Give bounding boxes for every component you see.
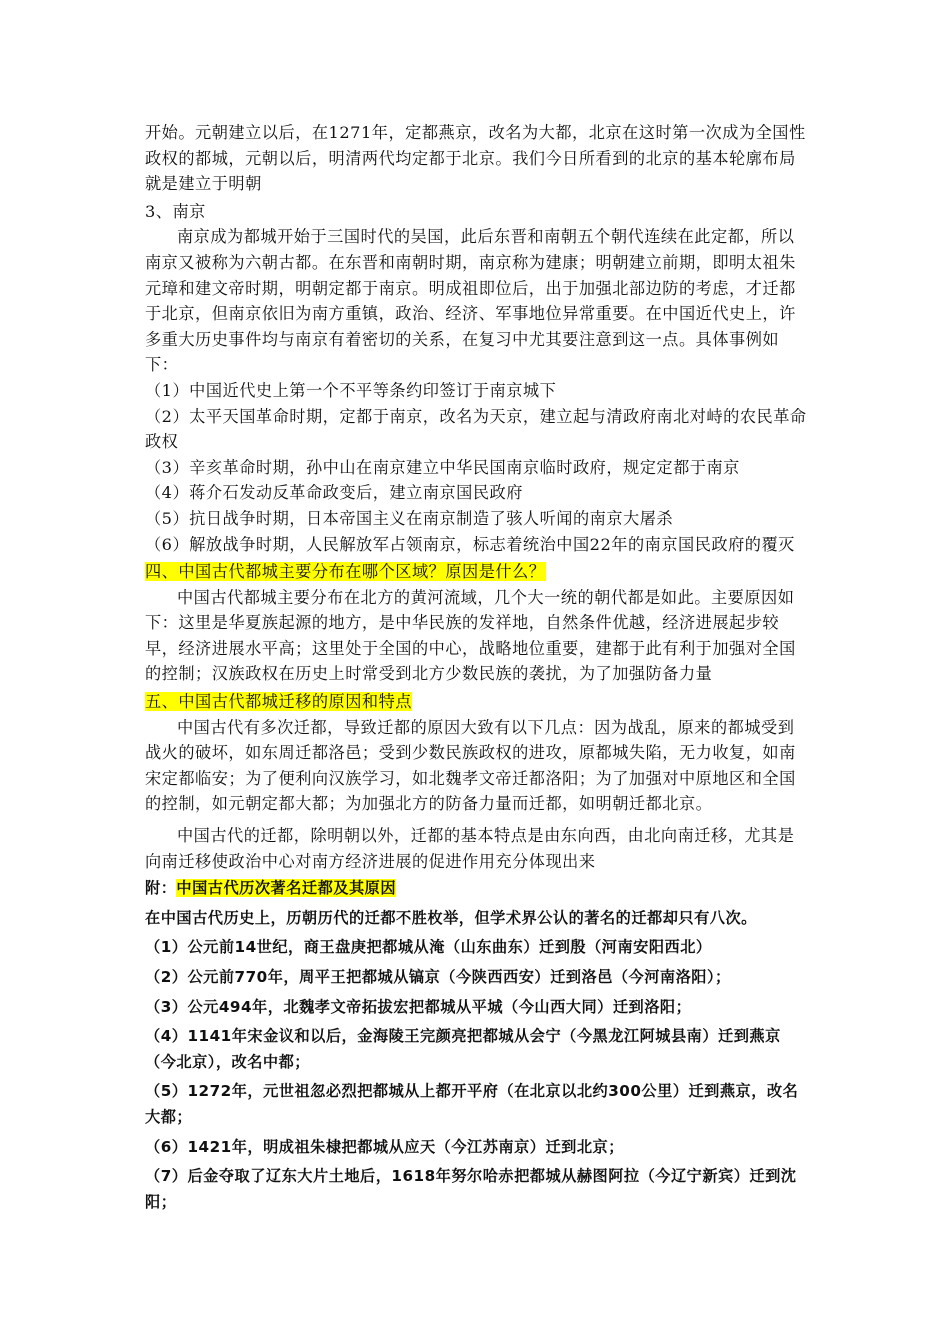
list-item: （2）公元前770年，周平王把都城从镐京（今陕西西安）迁到洛邑（今河南洛阳）；	[145, 968, 731, 986]
list-item: （2）太平天国革命时期，定都于南京，改名为天京，建立起与清政府南北对峙的农民革命政权	[145, 406, 807, 452]
appendix-heading	[145, 876, 810, 902]
appendix-prefix: 附：	[145, 879, 177, 898]
section-four-title: 四、中国古代都城主要分布在哪个区域？原因是什么？	[145, 562, 546, 582]
document-body	[145, 120, 810, 1219]
nanjing-paragraph: 南京成为都城开始于三国时代的吴国，此后东晋和南朝五个朝代连续在此定都，所以南京又被称为六朝古都。在东晋和南朝时期，南京称为建康；明朝建立前期，即明太祖朱元璋和建文帝时期，明朝定都于南京。明成祖即位后，出于加强北部边防的考虑，才迁都于北京，但南京依旧为南方重镇，政治、经济、军事地位异常重要。在中国近代史上，许多重大历史事件均与南京有着密切的关系，在复习中尤其要注意到这一点。具体事例如下：	[145, 227, 796, 375]
section-four-heading	[145, 559, 810, 585]
appendix-intro: 在中国古代历史上，历朝历代的迁都不胜枚举，但学术界公认的著名的迁都却只有八次。	[145, 908, 757, 927]
list-item: （1）公元前14世纪，商王盘庚把都城从淹（山东曲东）迁到殷（河南安阳西北）	[145, 938, 712, 957]
list-item: （3）辛亥革命时期，孙中山在南京建立中华民国南京临时政府，规定定都于南京	[145, 457, 740, 477]
list-item: （5）抗日战争时期，日本帝国主义在南京制造了骇人听闻的南京大屠杀	[145, 508, 674, 528]
list-item: （3）公元494年，北魏孝文帝拓拔宏把都城从平城（今山西大同）迁到洛阳；	[145, 997, 692, 1016]
list-item: （1）中国近代史上第一个不平等条约印签订于南京城下	[145, 380, 557, 400]
list-item: （7）后金夺取了辽东大片土地后，1618年努尔哈赤把都城从赫图阿拉（今辽宁新宾）迁到沈阳；	[145, 1167, 797, 1211]
beijing-paragraph-end: 开始。元朝建立以后，在1271年，定都燕京，改名为大都，北京在这时第一次成为全国性政权的都城，元朝以后，明清两代均定都于北京。我们今日所看到的北京的基本轮廓布局就是建立于明朝	[145, 123, 806, 194]
nanjing-event-list	[145, 378, 810, 557]
appendix-title: 中国古代历次著名迁都及其原因	[176, 879, 396, 898]
section-five-heading	[145, 689, 810, 715]
section-five-paragraph-2: 中国古代的迁都，除明朝以外，迁都的基本特点是由东向西，由北向南迁移，尤其是向南迁移使政治中心对南方经济进展的促进作用充分体现出来	[145, 826, 795, 871]
section-five-title: 五、中国古代都城迁移的原因和特点	[145, 692, 412, 712]
list-item: （4）1141年宋金议和以后，金海陵王完颜亮把都城从会宁（今黑龙江阿城县南）迁到燕京（今北京），改名中都；	[145, 1027, 781, 1071]
section-five-paragraph-1: 中国古代有多次迁都，导致迁都的原因大致有以下几点：因为战乱，原来的都城受到战火的破坏，如东周迁都洛邑；受到少数民族政权的进攻，原都城失陷，无力收复，如南宋定都临安；为了便利向汉族学习，如北魏孝文帝迁都洛阳；为了加强对中原地区和全国的控制，如元朝定都大都；为加强北方的防备力量而迁都，如明朝迁都北京。	[145, 717, 796, 814]
list-item: （6）解放战争时期，人民解放军占领南京，标志着统治中国22年的南京国民政府的覆灭	[145, 534, 795, 554]
appendix-list	[145, 906, 810, 1216]
section-four-paragraph: 中国古代都城主要分布在北方的黄河流域，几个大一统的朝代都是如此。主要原因如下：这里是华夏族起源的地方，是中华民族的发祥地，自然条件优越，经济进展起步较早，经济进展水平高；这里处于全国的中心，战略地位重要，建都于此有利于加强对全国的控制；汉族政权在历史上时常受到北方少数民族的袭扰，为了加强防备力量	[145, 587, 796, 684]
list-item: （4）蒋介石发动反革命政变后，建立南京国民政府	[145, 483, 523, 503]
list-item: （6）1421年，明成祖朱棣把都城从应天（今江苏南京）迁到北京；	[145, 1137, 624, 1156]
nanjing-heading: 3、南京	[145, 201, 206, 221]
list-item: （5）1272年，元世祖忽必烈把都城从上都开平府（在北京以北约300公里）迁到燕京，改名大都；	[145, 1082, 799, 1126]
